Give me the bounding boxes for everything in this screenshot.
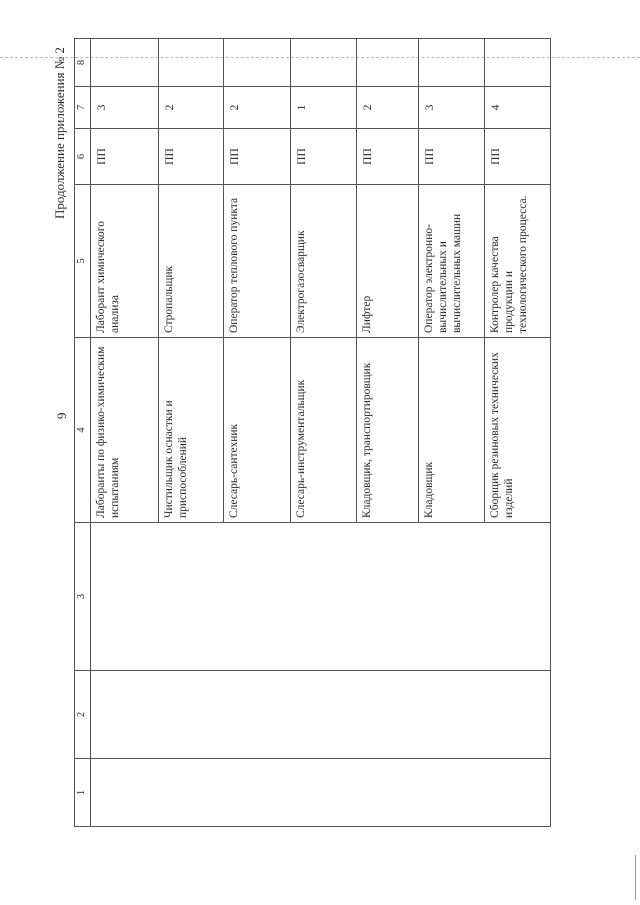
count-cell: 2: [158, 87, 223, 129]
col-8-cell: [158, 39, 223, 87]
training-code-cell: ПП: [223, 129, 290, 185]
col-1-header: 1: [75, 759, 91, 827]
col-8-cell: [418, 39, 484, 87]
col-1-cell: [90, 759, 550, 827]
occupations-table: [74, 38, 551, 827]
training-code-cell: ПП: [290, 129, 356, 185]
profession-cell: Чистильщик оснастки и приспособлений: [158, 338, 223, 523]
count-cell: 1: [290, 87, 356, 129]
profession-cell: Сборщик резиновых технических изделий: [484, 338, 550, 523]
col-2-header: 2: [75, 671, 91, 759]
col-2-cell: [90, 671, 550, 759]
training-code-cell: ПП: [356, 129, 418, 185]
profession-cell: Кладовщик, транспортировщик: [356, 338, 418, 523]
count-cell: 3: [418, 87, 484, 129]
col-7-header: 7: [75, 87, 91, 129]
profession-cell: Кладовщик: [418, 338, 484, 523]
training-code-cell: ПП: [418, 129, 484, 185]
occupation-cell: Лаборант химического анализа: [90, 185, 158, 338]
count-cell: 4: [484, 87, 550, 129]
count-cell: 2: [356, 87, 418, 129]
col-4-header: 4: [75, 338, 91, 523]
training-code-cell: ПП: [90, 129, 158, 185]
occupation-cell: Оператор теплового пункта: [223, 185, 290, 338]
col-8-cell: [484, 39, 550, 87]
col-8-cell: [290, 39, 356, 87]
count-cell: 3: [90, 87, 158, 129]
occupation-cell: Лифтер: [356, 185, 418, 338]
training-code-cell: ПП: [158, 129, 223, 185]
page-number: 9: [54, 412, 69, 419]
profession-cell: Лаборанты по физико-химическим испытаниям: [90, 338, 158, 523]
col-8-cell: [90, 39, 158, 87]
appendix-caption: Продолжение приложения № 2: [52, 47, 67, 219]
occupation-cell: Электрогазосварщик: [290, 185, 356, 338]
count-cell: 2: [223, 87, 290, 129]
occupation-cell: Контролер качества продукции и технологического процесса.: [484, 185, 550, 338]
col-3-header: 3: [75, 523, 91, 671]
occupation-cell: Стропальщик: [158, 185, 223, 338]
col-8-cell: [356, 39, 418, 87]
profession-cell: Слесарь-сантехник: [223, 338, 290, 523]
col-5-header: 5: [75, 185, 91, 338]
col-8-cell: [223, 39, 290, 87]
occupation-cell: Оператор электронно-вычислительных и вычислительных машин: [418, 185, 484, 338]
training-code-cell: ПП: [484, 129, 550, 185]
table-row: [90, 39, 158, 827]
header-row: [75, 39, 91, 827]
col-8-header: 8: [75, 39, 91, 87]
col-6-header: 6: [75, 129, 91, 185]
profession-cell: Слесарь-инструментальщик: [290, 338, 356, 523]
col-3-cell: [90, 523, 550, 671]
